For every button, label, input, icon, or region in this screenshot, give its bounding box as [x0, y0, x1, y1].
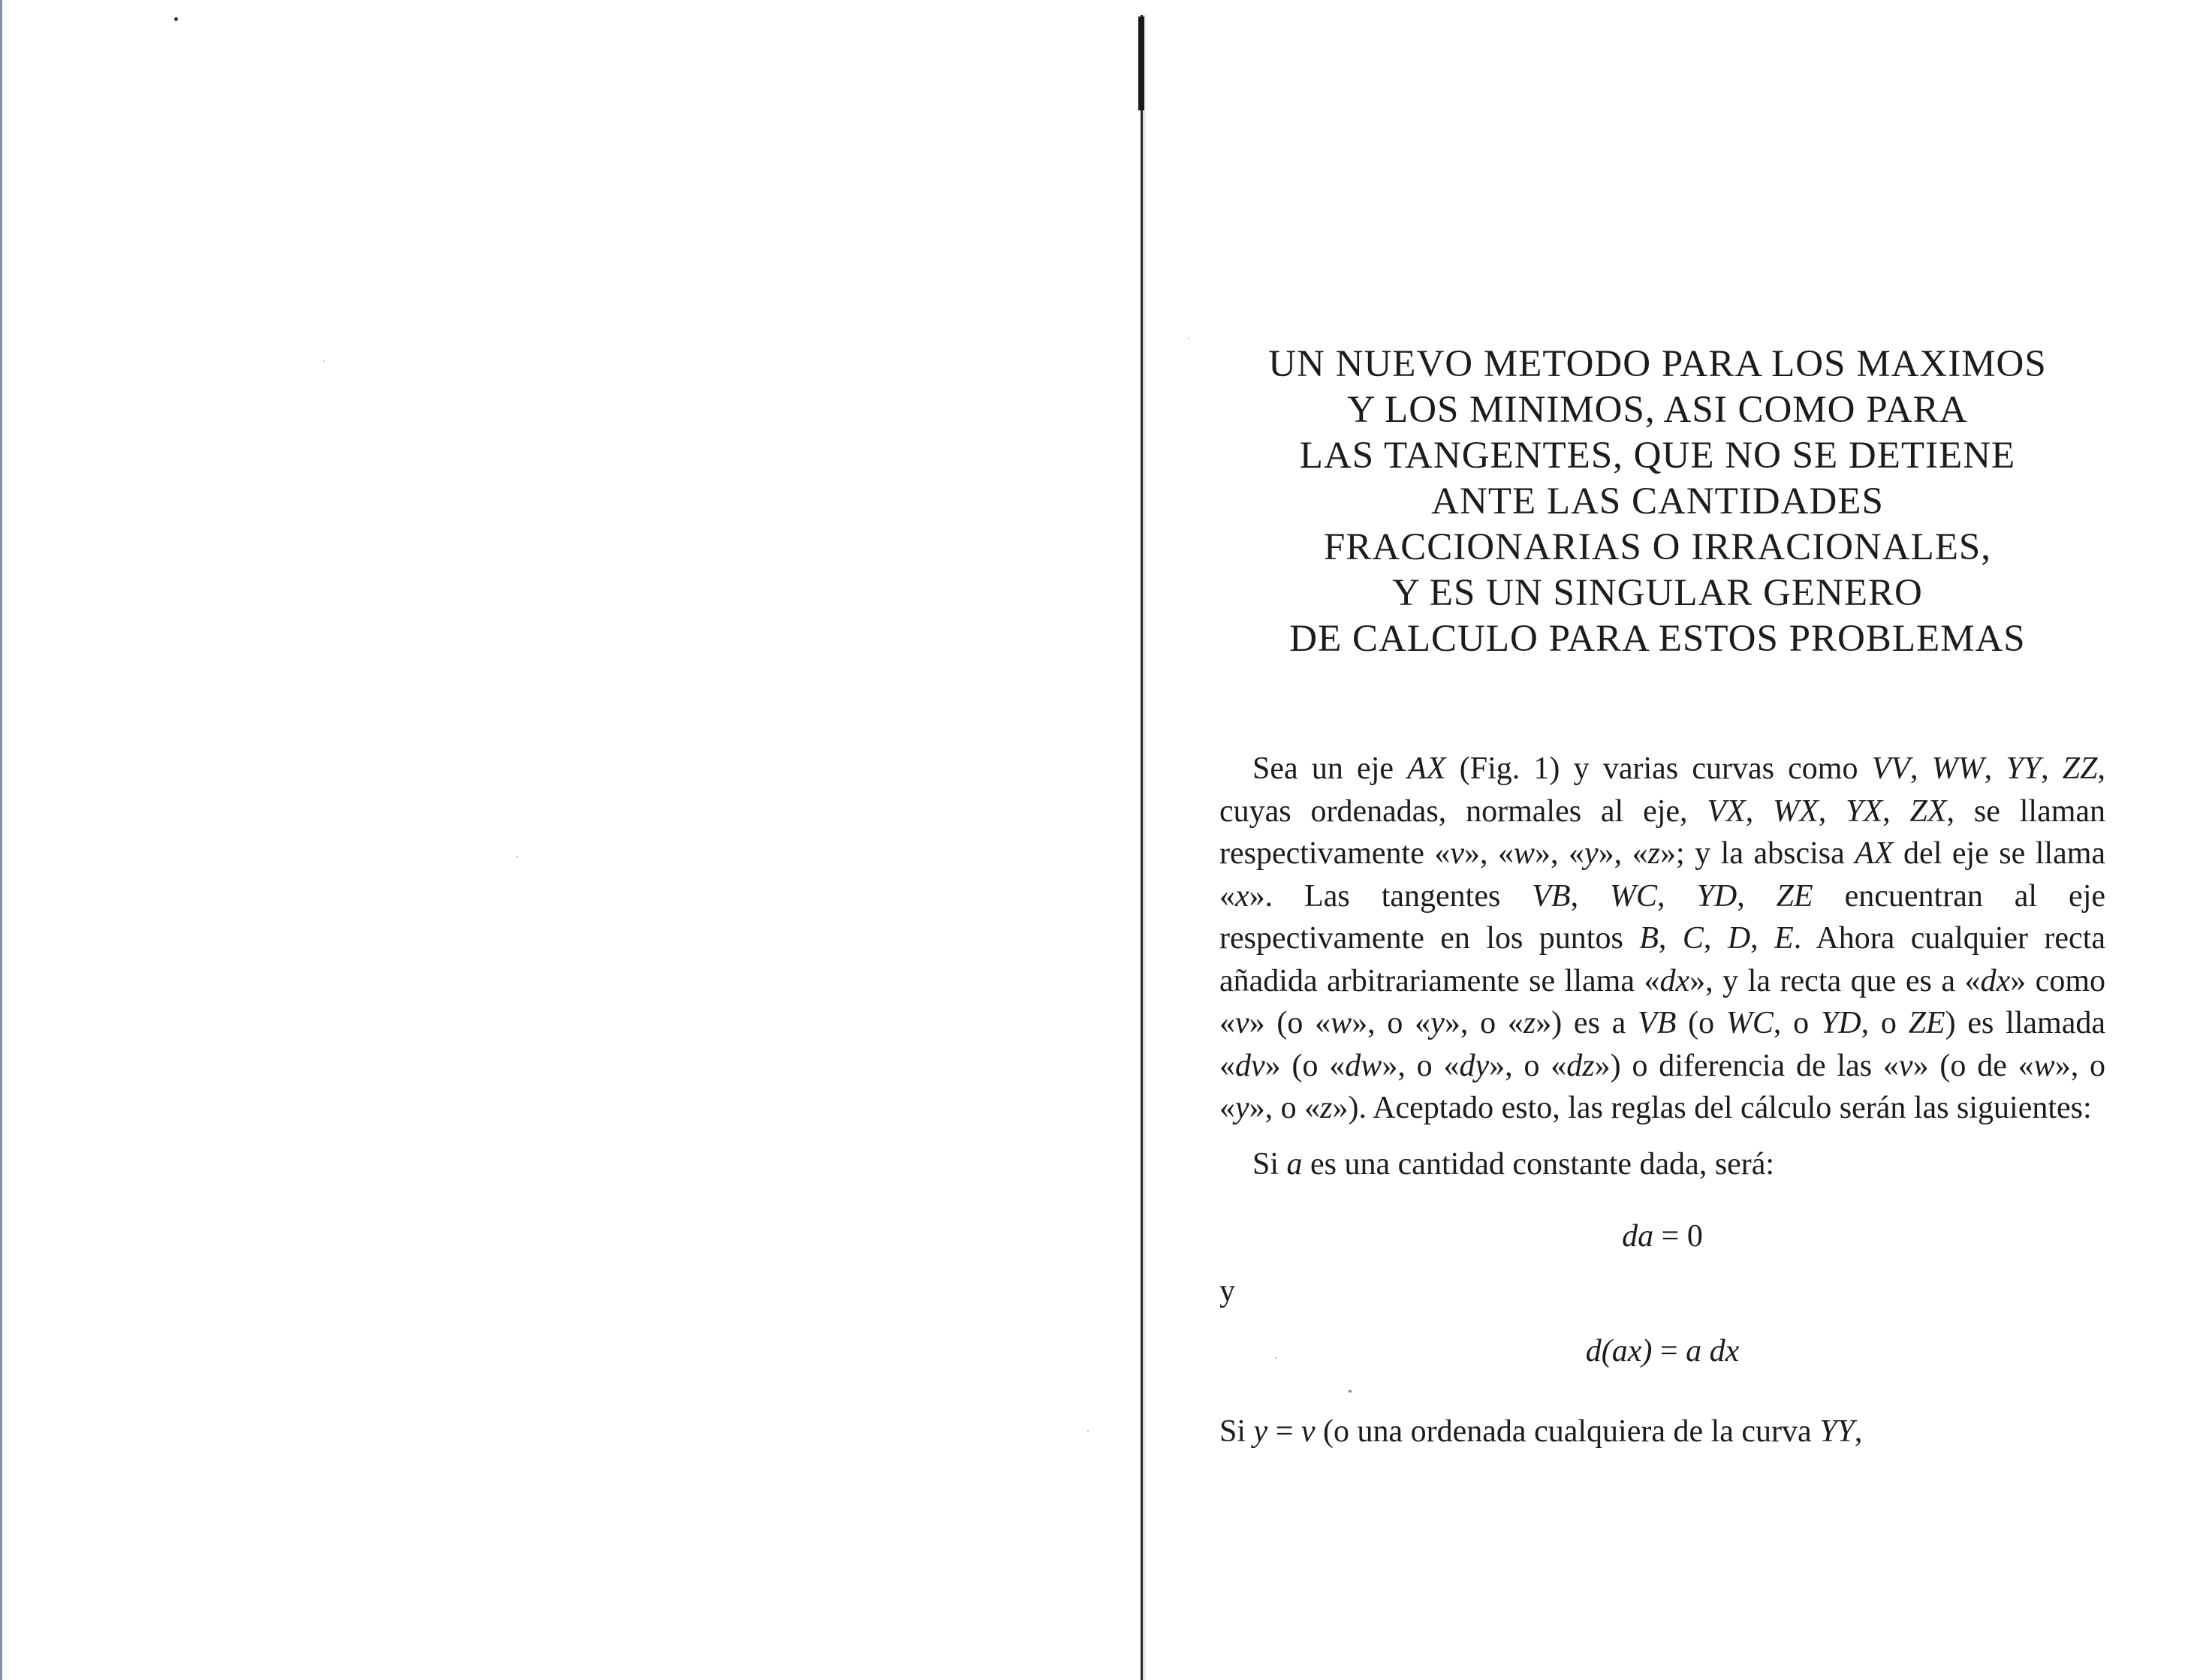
text-run: Sea un eje [1252, 751, 1408, 786]
paper-speck [323, 360, 324, 362]
text-run: » (o « [1249, 1006, 1331, 1040]
math-symbol: AX [1407, 751, 1446, 786]
text-run: , [2041, 751, 2063, 786]
title-line: Y LOS MINIMOS, ASI COMO PARA [1347, 389, 1968, 431]
math-symbol: WW [1931, 751, 1985, 786]
formula-dax [1219, 1330, 2105, 1373]
text-run: , [1658, 921, 1683, 956]
chapter-title [1201, 342, 2114, 662]
connector-word: y [1219, 1273, 1235, 1308]
text-run: », o « [1382, 1048, 1460, 1083]
math-symbol: B [1639, 921, 1659, 956]
text-run: »). Aceptado esto, las reglas del cálculo serán las siguientes: [1332, 1091, 2092, 1125]
text-run: , [1737, 878, 1777, 914]
text-run: », o « [1444, 1006, 1523, 1040]
text-run: , [1984, 751, 2006, 786]
text-run: », o « [1249, 1091, 1321, 1125]
math-symbol: dy [1459, 1048, 1490, 1083]
book-gutter [1141, 15, 1143, 1680]
math-symbol: z [1647, 836, 1661, 871]
math-symbol: y [1584, 836, 1599, 871]
text-run: , o [1861, 1006, 1909, 1040]
math-symbol: d(ax) [1585, 1334, 1653, 1368]
formula-run: = 0 [1653, 1219, 1703, 1254]
text-run: , [1657, 878, 1697, 914]
math-symbol: VB [1638, 1006, 1677, 1040]
math-symbol: v [1300, 1414, 1316, 1449]
ink-dot [174, 17, 178, 21]
math-symbol: D [1727, 921, 1751, 956]
text-run: » como « [1219, 963, 2105, 1040]
text-run: . Ahora cualquier recta añadida arbitrariamente se llama « [1219, 921, 2106, 998]
title-line: UN NUEVO METODO PARA LOS MAXIMOS [1268, 343, 2047, 385]
math-symbol: VV [1871, 751, 1910, 786]
math-symbol: w [1514, 836, 1536, 871]
text-run: , [1703, 921, 1728, 956]
paper-speck [517, 856, 518, 857]
text-run: , [1909, 751, 1932, 786]
math-symbol: YX [1846, 793, 1883, 829]
text-run: (o una ordenada cualquiera de la curva [1315, 1414, 1820, 1449]
math-symbol: da [1622, 1219, 1654, 1254]
formula-da [1219, 1215, 2105, 1258]
math-symbol: z [1523, 1006, 1536, 1040]
math-symbol: a [1286, 1146, 1303, 1182]
math-symbol: YY [1819, 1414, 1855, 1449]
math-symbol: C [1682, 921, 1704, 956]
text-run: ». Las tangentes [1249, 878, 1533, 914]
math-symbol: VX [1707, 793, 1746, 829]
math-symbol: ZE [1908, 1006, 1945, 1040]
math-symbol: dx [1980, 963, 2011, 998]
math-symbol: y [1235, 1091, 1249, 1125]
text-run: , [1882, 793, 1910, 829]
constant-rule-paragraph [1219, 1143, 2105, 1186]
formula-run: = [1652, 1334, 1686, 1368]
title-line: FRACCIONARIAS O IRRACIONALES, [1323, 526, 1991, 568]
text-run: del eje se llama « [1219, 836, 2106, 914]
text-run: (Fig. 1) y varias curvas como [1445, 751, 1872, 786]
text-run: ») es a [1536, 1006, 1638, 1040]
math-symbol: v [1898, 1048, 1913, 1083]
text-run: », « [1535, 836, 1585, 871]
math-symbol: ZZ [2062, 751, 2098, 786]
math-symbol: v [1450, 836, 1464, 871]
math-symbol: w [2033, 1048, 2055, 1083]
text-run: »; y la abscisa [1660, 836, 1855, 871]
text-run: , [1854, 1414, 1863, 1449]
text-run: encuentran al eje respectivamente en los puntos [1219, 878, 2105, 956]
math-symbol: w [1331, 1006, 1352, 1040]
text-run: », « [1464, 836, 1514, 871]
text-run: », o « [1352, 1006, 1431, 1040]
math-symbol: ZX [1909, 793, 1947, 829]
text-run: , [1818, 793, 1846, 829]
text-run: ) es llamada « [1219, 1006, 2105, 1083]
math-symbol: E [1774, 921, 1794, 956]
text-run: , [1570, 878, 1611, 914]
math-symbol: WC [1725, 1006, 1774, 1040]
math-symbol: y [1253, 1414, 1268, 1449]
paper-speck [1087, 1430, 1089, 1432]
text-run: = [1267, 1414, 1301, 1449]
page-edge [0, 0, 2, 1680]
text-run: Si [1252, 1146, 1287, 1182]
math-symbol: dv [1235, 1048, 1265, 1083]
text-run: » (o de « [1912, 1048, 2034, 1083]
text-run: es una cantidad constante dada, será: [1302, 1146, 1775, 1182]
title-line: Y ES UN SINGULAR GENERO [1392, 572, 1923, 614]
text-run: (o [1676, 1006, 1726, 1040]
next-rule-paragraph [1219, 1411, 2105, 1453]
math-symbol: dz [1566, 1048, 1595, 1083]
math-symbol: WX [1773, 793, 1819, 829]
text-run: », « [1598, 836, 1648, 871]
definitions-paragraph [1219, 748, 2105, 1130]
text-run: », o « [1219, 1048, 2106, 1125]
math-symbol: v [1235, 1006, 1249, 1040]
math-symbol: VB [1532, 878, 1571, 914]
text-run: », y la recta que es a « [1689, 963, 1981, 998]
math-symbol: WC [1610, 878, 1658, 914]
paper-speck [1188, 338, 1189, 339]
math-symbol: z [1320, 1091, 1333, 1125]
text-run: ») o diferencia de las « [1594, 1048, 1899, 1083]
math-symbol: YD [1696, 878, 1737, 914]
math-symbol: YD [1820, 1006, 1861, 1040]
math-symbol: AX [1855, 836, 1894, 871]
text-run: , o [1773, 1006, 1821, 1040]
text-run: » (o « [1264, 1048, 1346, 1083]
math-symbol: ZE [1776, 878, 1813, 914]
body-text [1219, 748, 2105, 1453]
math-symbol: x [1235, 878, 1249, 914]
text-run: , cuyas ordenadas, normales al eje, [1219, 751, 2105, 829]
text-run: », o « [1489, 1048, 1567, 1083]
title-line: LAS TANGENTES, QUE NO SE DETIENE [1299, 435, 2016, 477]
text-run: , [1745, 793, 1774, 829]
gutter-dark-mark [1138, 17, 1144, 110]
title-line: DE CALCULO PARA ESTOS PROBLEMAS [1289, 618, 2026, 660]
math-symbol: YY [2006, 751, 2042, 786]
math-symbol: dw [1345, 1048, 1382, 1083]
title-line: ANTE LAS CANTIDADES [1431, 480, 1884, 522]
text-run: Si [1219, 1414, 1254, 1449]
text-run: , se llaman respectivamente « [1219, 793, 2106, 871]
text-run: , [1750, 921, 1775, 956]
math-symbol: dx [1659, 963, 1690, 998]
math-symbol: y [1430, 1006, 1445, 1040]
math-symbol: a dx [1686, 1334, 1740, 1368]
